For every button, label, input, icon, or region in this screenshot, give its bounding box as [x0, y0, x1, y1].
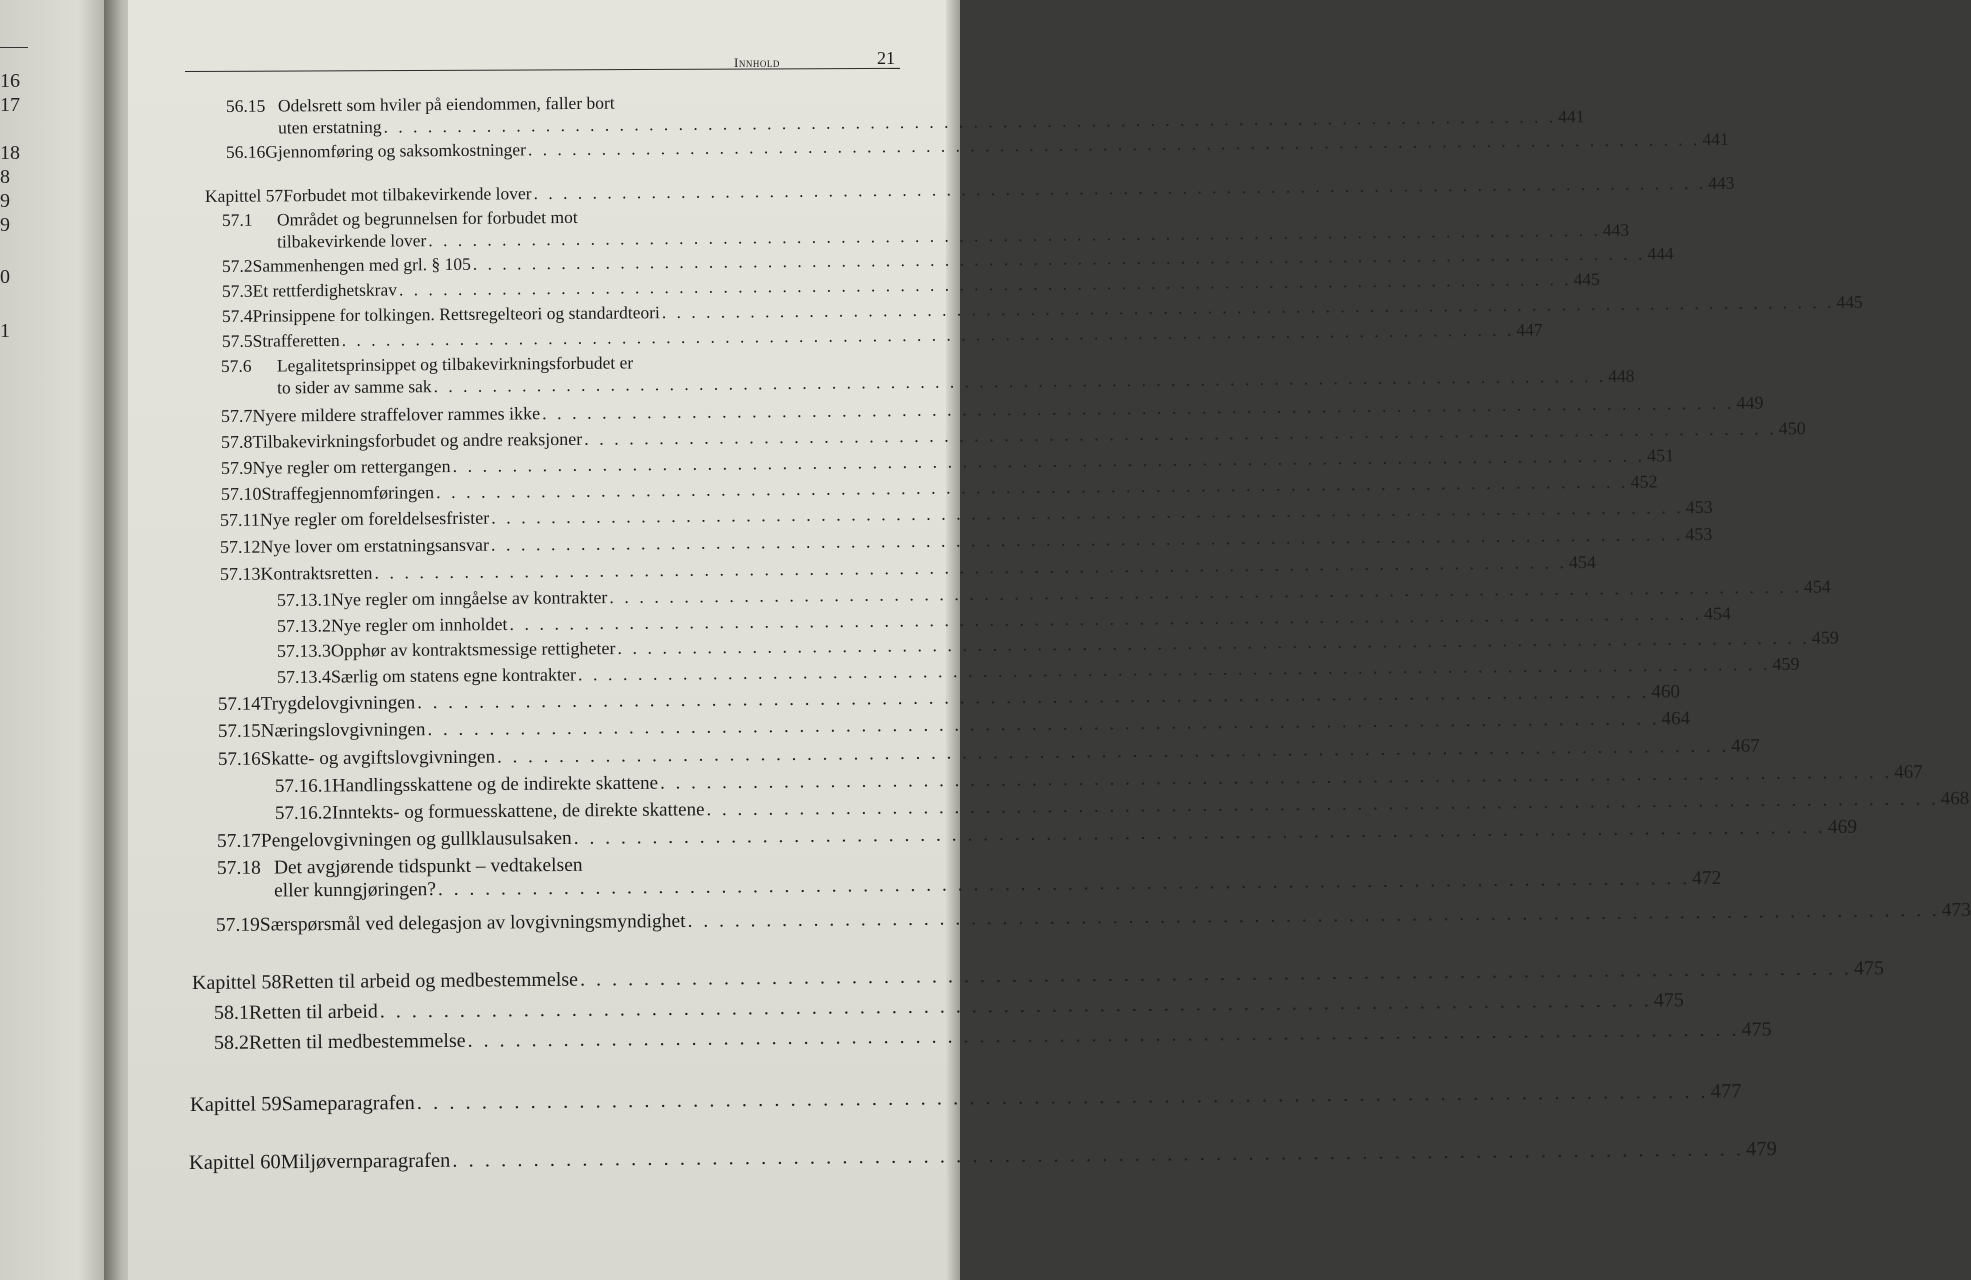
toc-entry-number: 57.4: [221, 305, 253, 326]
toc-entry-number: 56.16: [225, 141, 266, 162]
toc-entry-number: 57.13.3: [276, 640, 332, 661]
toc-entry-number: 57.5: [221, 330, 253, 351]
toc-entry-title: Trygdelovgivningen: [260, 692, 416, 715]
dot-leader: . . . . . . . . . . . . . . . . . . . . . . . . . . . . . . . . . . . . . . . . . . . . . . . . . . . . . . . . . . . . . . . . . . . . . . . . . . . . . . . .: [573, 816, 1826, 849]
toc-entry-number: 57.9: [220, 457, 253, 478]
toc-entry-number: 57.15: [217, 720, 261, 742]
dot-leader: . . . . . . . . . . . . . . . . . . . . . . . . . . . . . . . . . . . . . . . . . . . . . . . . . . . . . . . . . . . . . . . . . . . . . . . . . . . . . . . .: [472, 243, 1646, 274]
dot-leader: . . . . . . . . . . . . . . . . . . . . . . . . . . . . . . . . . . . . . . . . . . . . . . . . . . . . . . . . . . . . . . . . . . . . . . . . . . . . . . . .: [383, 106, 1557, 137]
left-page-number: 1: [0, 320, 10, 342]
toc-entry-title: Skatte- og avgiftslovgivningen: [260, 746, 496, 770]
dot-leader: . . . . . . . . . . . . . . . . . . . . . . . . . . . . . . . . . . . . . . . . . . . . . . . . . . . . . . . . . . . . . . . . . . . . . . . . . . . . . . . .: [379, 989, 1652, 1023]
dot-leader: . . . . . . . . . . . . . . . . . . . . . . . . . . . . . . . . . . . . . . . . . . . . . . . . . . . . . . . . . . . . . . . . . . . . . . . . . . . . . . . .: [467, 1018, 1740, 1052]
toc-entry-title: Miljøvernparagrafen: [280, 1149, 451, 1174]
toc-entry-page: 451: [1646, 445, 1675, 466]
left-page: [0, 0, 112, 1280]
dot-leader: . . . . . . . . . . . . . . . . . . . . . . . . . . . . . . . . . . . . . . . . . . . . . . . . . . . . . . . . . . . . . . . . . . . . . . . . . . . . . . . .: [496, 735, 1730, 768]
toc-entry-title: Retten til arbeid og medbestemmelse: [281, 968, 579, 994]
toc-entry-number: 57.13: [219, 563, 261, 584]
dot-leader: . . . . . . . . . . . . . . . . . . . . . . . . . . . . . . . . . . . . . . . . . . . . . . . . . . . . . . . . . . . . . . . . . . . . . . . . . . . . . . . .: [416, 1080, 1709, 1115]
dot-leader: . . . . . . . . . . . . . . . . . . . . . . . . . . . . . . . . . . . . . . . . . . . . . . . . . . . . . . . . . . . . . . . . . . . . . . . . . . . . . . . .: [661, 291, 1835, 323]
toc-entry-title: Inntekts- og formuesskattene, de direkte skattene: [331, 799, 705, 824]
dot-leader: . . . . . . . . . . . . . . . . . . . . . . . . . . . . . . . . . . . . . . . . . . . . . . . . . . . . . . . . . . . . . . . . . . . . . . . . . . . . . . . .: [436, 471, 1629, 503]
toc-entry-title-continued: eller kunngjøringen?: [274, 879, 437, 902]
toc-entry-page: 479: [1746, 1138, 1777, 1161]
toc-entry-page: 443: [1602, 219, 1630, 240]
toc-entry-title: Særlig om statens egne kontrakter: [330, 664, 577, 687]
toc-entry-title: Pengelovgivningen og gullklausulsaken: [260, 827, 572, 852]
toc-entry-page: 454: [1568, 551, 1596, 573]
toc-entry-number: 57.2: [221, 255, 253, 276]
left-page-number: 9: [0, 214, 10, 236]
dot-leader: . . . . . . . . . . . . . . . . . . . . . . . . . . . . . . . . . . . . . . . . . . . . . . . . . . . . . . . . . . . . . . . . . . . . . . . . . . . . . . . .: [437, 868, 1691, 901]
toc-entry-number: 57.16: [217, 748, 261, 770]
toc-entry-number: 57.13.1: [276, 589, 332, 610]
toc-entry-number: Kapittel 60: [188, 1151, 281, 1174]
toc-entry-page: 443: [1708, 172, 1735, 193]
dot-leader: . . . . . . . . . . . . . . . . . . . . . . . . . . . . . . . . . . . . . . . . . . . . . . . . . . . . . . . . . . . . . . . . . . . . . . . . . . . . . . . .: [541, 392, 1735, 424]
toc-entry-page: 469: [1827, 816, 1858, 838]
toc-entry-page: 453: [1685, 523, 1713, 545]
toc-entry-number: 57.18: [216, 857, 261, 880]
toc-entry-number: Kapittel 57: [204, 185, 284, 206]
toc-entry-page: 475: [1653, 989, 1684, 1012]
toc-entry-page: 475: [1741, 1018, 1772, 1041]
toc-entry-number: 57.11: [219, 509, 260, 530]
toc-entry-page: 448: [1608, 365, 1635, 386]
toc-entry-title: Nye lover om erstatningsansvar: [260, 534, 490, 557]
toc-entry-56-15: [225, 91, 1585, 139]
left-page-number: 8: [0, 166, 10, 188]
toc-entry-page: 447: [1516, 319, 1543, 340]
dot-leader: . . . . . . . . . . . . . . . . . . . . . . . . . . . . . . . . . . . . . . . . . . . . . . . . . . . . . . . . . . . . . . . . . . . . . . . . . . . . . . . .: [509, 603, 1702, 634]
toc-entry-page: 450: [1778, 418, 1806, 439]
toc-entry-page: 464: [1661, 708, 1691, 730]
toc-entry-title: Et rettferdighetskrav: [252, 279, 398, 301]
toc-entry-57-6: [220, 351, 1635, 399]
toc-entry-number: 57.19: [215, 914, 260, 936]
dot-leader: . . . . . . . . . . . . . . . . . . . . . . . . . . . . . . . . . . . . . . . . . . . . . . . . . . . . . . . . . . . . . . . . . . . . . . . . . . . . . . . .: [617, 627, 1810, 659]
toc-entry-number: 57.6: [220, 355, 252, 377]
toc-entry-title: Retten til arbeid: [248, 1000, 378, 1024]
toc-entry-57-1: [221, 205, 1630, 253]
toc-entry-page: 441: [1558, 106, 1585, 127]
dot-leader: . . . . . . . . . . . . . . . . . . . . . . . . . . . . . . . . . . . . . . . . . . . . . . . . . . . . . . . . . . . . . . . . . . . . . . . . . . . . . . . .: [452, 445, 1646, 476]
toc-entry-page: 467: [1731, 735, 1760, 757]
toc-entry-title: Nye regler om foreldelsesfrister: [259, 507, 490, 530]
toc-entry-title: Retten til medbestemmelse: [248, 1029, 466, 1054]
dot-leader: . . . . . . . . . . . . . . . . . . . . . . . . . . . . . . . . . . . . . . . . . . . . . . . . . . . . . . . . . . . . . . . . . . . . . . . . . . . . . . . .: [577, 653, 1771, 685]
dot-leader: . . . . . . . . . . . . . . . . . . . . . . . . . . . . . . . . . . . . . . . . . . . . . . . . . . . . . . . . . . . . . . . . . . . . . . . . . . . . . . . .: [609, 576, 1802, 608]
toc-entry-title-continued: uten erstatning: [278, 116, 382, 138]
running-header-title: Innhold: [734, 55, 780, 70]
toc-entry-title: Nye regler om rettergangen: [252, 455, 451, 478]
dot-leader: . . . . . . . . . . . . . . . . . . . . . . . . . . . . . . . . . . . . . . . . . . . . . . . . . . . . . . . . . . . . . . . . . . . . . . . . . . . . . . . .: [417, 681, 1650, 714]
toc-entry-title-continued: to sider av samme sak: [277, 376, 432, 398]
toc-entry-number: 57.14: [217, 693, 261, 715]
toc-entry-number: 57.10: [220, 483, 262, 504]
dot-leader: . . . . . . . . . . . . . . . . . . . . . . . . . . . . . . . . . . . . . . . . . . . . . . . . . . . . . . . . . . . . . . . . . . . . . . . . . . . . . . . .: [427, 708, 1660, 741]
toc-entry-title: Særspørsmål ved delegasjon av lovgivningsmyndighet: [259, 910, 686, 936]
dot-leader: . . . . . . . . . . . . . . . . . . . . . . . . . . . . . . . . . . . . . . . . . . . . . . . . . . . . . . . . . . . . . . . . . . . . . . . . . . . . . . . .: [687, 899, 1940, 932]
toc-entry-title: Handlingsskattene og de indirekte skattene: [331, 772, 659, 797]
dot-leader: . . . . . . . . . . . . . . . . . . . . . . . . . . . . . . . . . . . . . . . . . . . . . . . . . . . . . . . . . . . . . . . . . . . . . . . . . . . . . . . .: [533, 172, 1707, 204]
toc-entry-title: Forbudet mot tilbakevirkende lover: [283, 183, 532, 206]
toc-entry-number: 57.8: [220, 431, 253, 452]
toc-entry-page: 452: [1630, 471, 1658, 492]
toc-entry-number: 57.1: [221, 209, 253, 231]
toc-entry-number: 58.1: [213, 1001, 250, 1024]
toc-entry-number: 57.17: [216, 830, 261, 852]
toc-entry-page: 449: [1736, 392, 1764, 413]
toc-entry-title: Prinsippene for tolkingen. Rettsregelteori og standardteori: [252, 302, 660, 326]
toc-entry-number: 58.2: [213, 1031, 250, 1054]
toc-entry-title: Sammenhengen med grl. § 105: [252, 253, 471, 276]
toc-entry-page: 445: [1836, 291, 1863, 312]
toc-entry-page: 473: [1941, 899, 1971, 921]
toc-entry-title: Legalitetsprinsippet og tilbakevirkningsforbudet er: [276, 352, 634, 376]
dot-leader: . . . . . . . . . . . . . . . . . . . . . . . . . . . . . . . . . . . . . . . . . . . . . . . . . . . . . . . . . . . . . . . . . . . . . . . . . . . . . . . .: [490, 524, 1684, 555]
toc-entry-title-continued: tilbakevirkende lover: [277, 230, 427, 252]
left-page-number: 17: [0, 94, 20, 116]
page-number: 21: [877, 48, 895, 68]
toc-entry-number: 57.16.2: [274, 802, 333, 824]
left-page-number: 0: [0, 266, 10, 288]
toc-entry-page: 460: [1651, 681, 1681, 703]
toc-entry-page: 472: [1691, 867, 1722, 890]
toc-entry-number: 57.13.4: [276, 666, 332, 687]
toc-entry-title: Nyere mildere straffelover rammes ikke: [252, 403, 541, 426]
toc-entry-number: 57.16.1: [274, 775, 333, 797]
toc-entry-title: Kontraktsretten: [260, 562, 373, 584]
toc-entry-title: Næringslovgivningen: [260, 719, 426, 742]
dot-leader: . . . . . . . . . . . . . . . . . . . . . . . . . . . . . . . . . . . . . . . . . . . . . . . . . . . . . . . . . . . . . . . . . . . . . . . . . . . . . . . .: [659, 761, 1893, 794]
toc-entry-page: 477: [1710, 1080, 1742, 1103]
toc-entry-number: Kapittel 59: [189, 1093, 282, 1116]
toc-entry-title: Straffegjennomføringen: [261, 482, 435, 504]
toc-entry-number: 57.3: [221, 280, 253, 301]
toc-entry-title: Det avgjørende tidspunkt – vedtakelsen: [273, 854, 583, 879]
dot-leader: . . . . . . . . . . . . . . . . . . . . . . . . . . . . . . . . . . . . . . . . . . . . . . . . . . . . . . . . . . . . . . . . . . . . . . . . . . . . . . . .: [527, 129, 1701, 160]
dot-leader: . . . . . . . . . . . . . . . . . . . . . . . . . . . . . . . . . . . . . . . . . . . . . . . . . . . . . . . . . . . . . . . . . . . . . . . . . . . . . . . .: [428, 219, 1601, 251]
toc-entry-title: Nye regler om inngåelse av kontrakter: [330, 587, 608, 610]
left-page-number: 9: [0, 190, 10, 212]
dot-leader: . . . . . . . . . . . . . . . . . . . . . . . . . . . . . . . . . . . . . . . . . . . . . . . . . . . . . . . . . . . . . . . . . . . . . . . . . . . . . . . .: [452, 1138, 1745, 1172]
dot-leader: . . . . . . . . . . . . . . . . . . . . . . . . . . . . . . . . . . . . . . . . . . . . . . . . . . . . . . . . . . . . . . . . . . . . . . . . . . . . . . . .: [584, 418, 1777, 449]
toc-entry-page: 468: [1940, 788, 1970, 810]
toc-entry-page: 454: [1703, 603, 1731, 624]
toc-entry-page: 445: [1573, 268, 1600, 290]
dot-leader: . . . . . . . . . . . . . . . . . . . . . . . . . . . . . . . . . . . . . . . . . . . . . . . . . . . . . . . . . . . . . . . . . . . . . . . . . . . . . . . .: [374, 552, 1568, 583]
toc-entry-title: Området og begrunnelsen for forbudet mot: [276, 206, 578, 230]
dot-leader: . . . . . . . . . . . . . . . . . . . . . . . . . . . . . . . . . . . . . . . . . . . . . . . . . . . . . . . . . . . . . . . . . . . . . . . . . . . . . . . .: [491, 497, 1684, 528]
toc-entry-page: 454: [1803, 576, 1831, 597]
left-page-number: 16: [0, 70, 20, 92]
toc-entry-number: 57.12: [219, 536, 261, 557]
toc-entry-number: Kapittel 58: [191, 971, 282, 994]
left-page-rule: [0, 47, 28, 48]
toc-entry-title: Gjennomføring og saksomkostninger: [265, 139, 526, 162]
toc-entry-page: 441: [1702, 128, 1729, 150]
toc-entry-title: Sameparagrafen: [281, 1092, 415, 1116]
dot-leader: . . . . . . . . . . . . . . . . . . . . . . . . . . . . . . . . . . . . . . . . . . . . . . . . . . . . . . . . . . . . . . . . . . . . . . . . . . . . . . . .: [579, 957, 1853, 991]
toc-entry-title: Strafferetten: [252, 329, 340, 351]
toc-entry-page: 459: [1811, 627, 1839, 648]
toc-entry-page: 459: [1772, 653, 1800, 674]
toc-entry-page: 467: [1894, 761, 1923, 783]
dot-leader: . . . . . . . . . . . . . . . . . . . . . . . . . . . . . . . . . . . . . . . . . . . . . . . . . . . . . . . . . . . . . . . . . . . . . . . . . . . . . . . .: [398, 269, 1572, 300]
toc-entry-page: 444: [1647, 243, 1674, 264]
toc-entry-title: Tilbakevirkningsforbudet og andre reaksjoner: [252, 428, 583, 452]
toc-entry-title: Nye regler om innholdet: [330, 613, 508, 636]
dot-leader: . . . . . . . . . . . . . . . . . . . . . . . . . . . . . . . . . . . . . . . . . . . . . . . . . . . . . . . . . . . . . . . . . . . . . . . . . . . . . . . .: [706, 788, 1939, 821]
toc-entry-number: 56.15: [225, 95, 266, 117]
toc-entry-page: 475: [1853, 957, 1885, 980]
toc-entry-page: 453: [1685, 496, 1713, 518]
left-page-number: 18: [0, 142, 20, 164]
toc-entry-title: Odelsrett som hviler på eiendommen, faller bort: [277, 92, 615, 116]
toc-entry-title: Opphør av kontraktsmessige rettigheter: [330, 638, 616, 661]
toc-entry-number: 57.7: [220, 405, 253, 426]
toc-entry-number: 57.13.2: [276, 615, 332, 636]
dot-leader: . . . . . . . . . . . . . . . . . . . . . . . . . . . . . . . . . . . . . . . . . . . . . . . . . . . . . . . . . . . . . . . . . . . . . . . . . . . . . . . .: [433, 365, 1607, 397]
dot-leader: . . . . . . . . . . . . . . . . . . . . . . . . . . . . . . . . . . . . . . . . . . . . . . . . . . . . . . . . . . . . . . . . . . . . . . . . . . . . . . . .: [341, 319, 1515, 350]
toc-entry-57-18: [216, 852, 1722, 903]
